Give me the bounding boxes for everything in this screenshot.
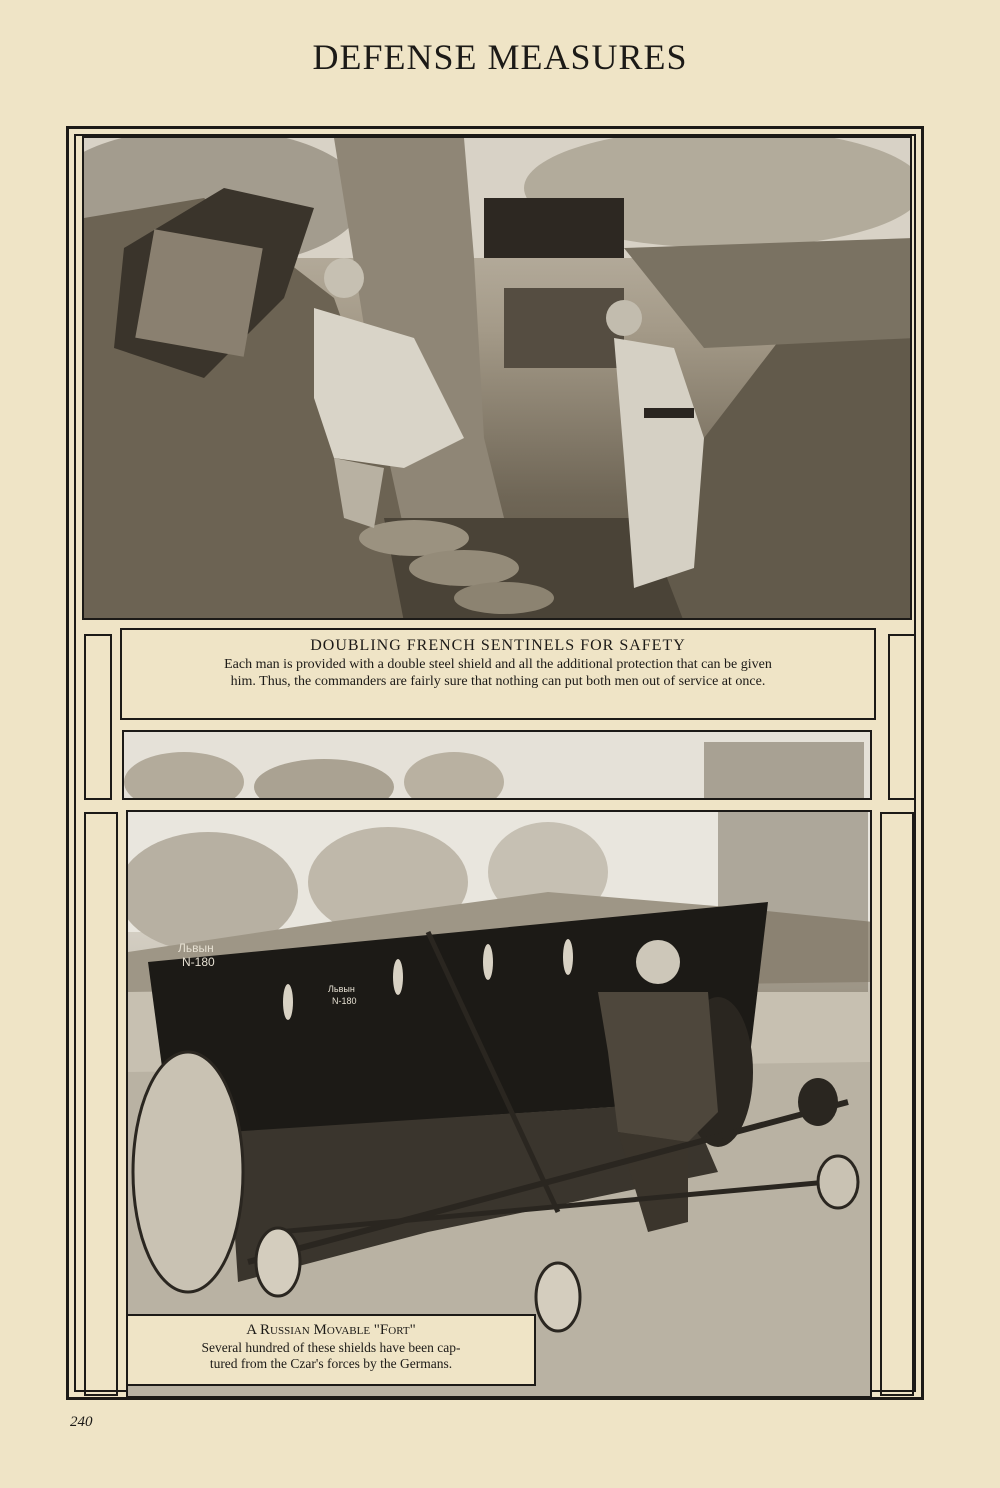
bottom-caption-line-1: Several hundred of these shields have been cap-: [201, 1340, 461, 1355]
left-decorative-box: [84, 634, 112, 800]
movable-fort-photo: [126, 810, 872, 1398]
treeline-strip-photo: [122, 730, 872, 800]
right-bottom-decorative-box: [880, 812, 914, 1396]
left-bottom-decorative-box: [84, 812, 118, 1396]
trench-photo: [82, 136, 912, 620]
shield-marking-3: Львын: [328, 984, 355, 994]
page-number: 240: [70, 1414, 93, 1430]
top-caption-line-1: Each man is provided with a double steel shield and all the additional protection that can be given: [224, 657, 772, 672]
page-title: DEFENSE MEASURES: [312, 37, 688, 77]
shield-marking-2: N-180: [182, 955, 215, 969]
shield-marking-1: Львын: [178, 941, 214, 955]
right-decorative-box: [888, 634, 916, 800]
trench-photo-illustration: [84, 138, 912, 620]
shield-marking-4: N-180: [332, 996, 357, 1006]
top-caption-heading: DOUBLING FRENCH SENTINELS FOR SAFETY: [310, 637, 686, 654]
treeline-illustration: [124, 732, 872, 800]
top-caption-box: [120, 628, 876, 720]
movable-fort-illustration: [128, 812, 872, 1398]
bottom-caption-line-2: tured from the Czar's forces by the Germans.: [209, 1356, 453, 1371]
bottom-caption-box: [126, 1314, 536, 1386]
top-caption-line-2: him. Thus, the commanders are fairly sure that nothing can put both men out of service at once.: [230, 674, 766, 689]
bottom-caption-heading: A Russian Movable "Fort": [246, 1322, 416, 1338]
